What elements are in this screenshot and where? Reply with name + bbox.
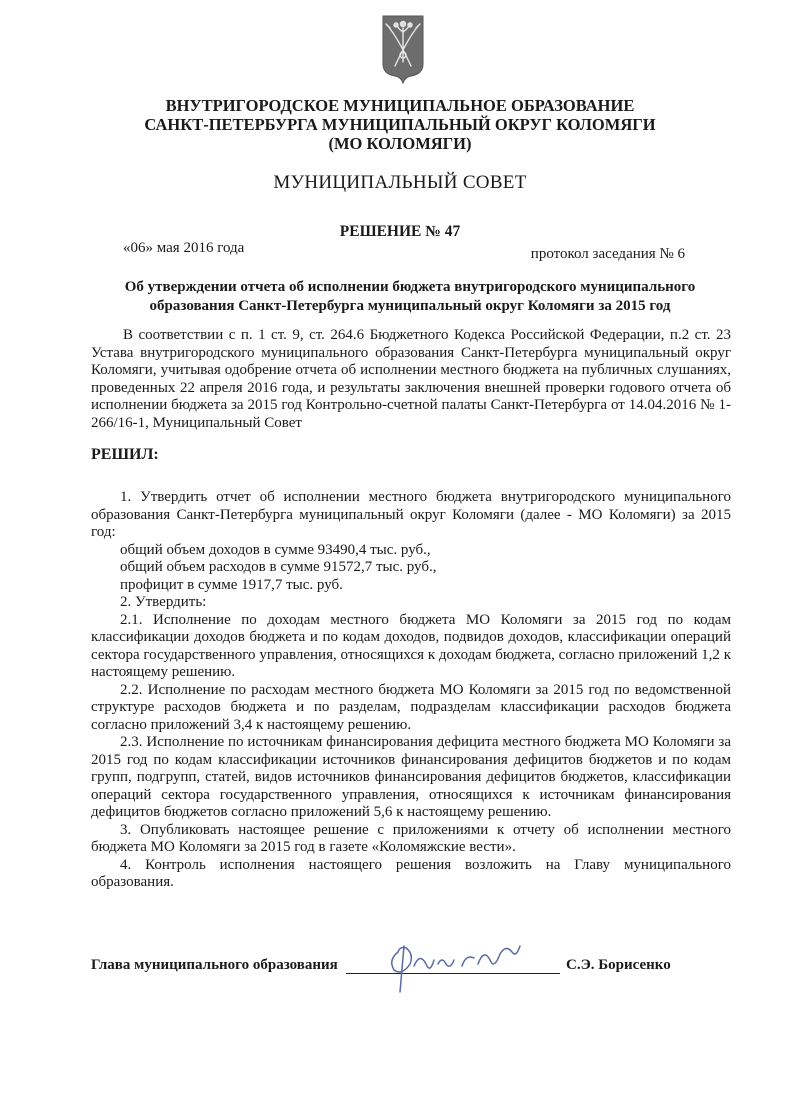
- item-2: 2. Утвердить:: [120, 594, 207, 610]
- decision-title: РЕШЕНИЕ № 47: [339, 223, 461, 240]
- subject-line-1: Об утверждении отчета об исполнении бюджета внутригородского муниципального: [124, 279, 696, 295]
- decision-items: [91, 489, 731, 892]
- resolved-heading: РЕШИЛ:: [91, 446, 159, 463]
- signatory-name: С.Э. Борисенко: [566, 957, 671, 973]
- decision-subject: [90, 278, 730, 316]
- subject-line-2: образования Санкт-Петербурга муниципальный округ Коломяги за 2015 год: [149, 298, 671, 314]
- item-2-1: 2.1. Исполнение по доходам местного бюджета МО Коломяги за 2015 год по кодам классификации доходов бюджета и по кодам доходов, подвидов доходов, классификации операций сектора государственного управления, относящихся к доходам бюджета, согласно приложений 1,2 к настоящему решению.: [91, 611, 731, 680]
- surplus-total: профицит в сумме 1917,7 тыс. руб.: [120, 576, 343, 593]
- org-name-line-1: ВНУТРИГОРОДСКОЕ МУНИЦИПАЛЬНОЕ ОБРАЗОВАНИЕ: [165, 96, 635, 115]
- preamble-paragraph: В соответствии с п. 1 ст. 9, ст. 264.6 Бюджетного Кодекса Российской Федерации, п.2 ст. 23 Устава внутригородского муниципального образования Санкт-Петербурга муниципальный округ Коломяги, учитывая одобрение отчета об исполнении местного бюджета на публичных слушаниях, проведенных 22 апреля 2016 года, и результаты заключения внешней проверки годового отчета об исполнении бюджета за 2015 год Контрольно-счетной палаты Санкт-Петербурга от 14.04.2016 № 1-266/16-1, Муниципальный Совет: [91, 327, 731, 431]
- protocol-number: протокол заседания № 6: [530, 246, 685, 262]
- org-name-line-2: САНКТ-ПЕТЕРБУРГА МУНИЦИПАЛЬНЫЙ ОКРУГ КОЛОМЯГИ: [144, 115, 656, 134]
- decision-date: «06» мая 2016 года: [123, 240, 245, 256]
- item-4: 4. Контроль исполнения настоящего решения возложить на Главу муниципального образования.: [91, 856, 731, 890]
- income-total: общий объем доходов в сумме 93490,4 тыс. руб.,: [120, 541, 431, 558]
- org-name-line-3: (МО КОЛОМЯГИ): [328, 134, 472, 153]
- signatory-role: Глава муниципального образования: [91, 957, 338, 973]
- expense-total: общий объем расходов в сумме 91572,7 тыс. руб.,: [120, 559, 437, 575]
- preamble-block: [91, 327, 731, 432]
- item-2-2: 2.2. Исполнение по расходам местного бюджета МО Коломяги за 2015 год по ведомственной структуре расходов бюджета и по разделам, подразделам классификации расходов бюджета согласно приложений 3,4 к настоящему решению.: [91, 681, 731, 733]
- council-title: МУНИЦИПАЛЬНЫЙ СОВЕТ: [273, 172, 527, 193]
- item-2-3: 2.3. Исполнение по источникам финансирования дефицита местного бюджета МО Коломяги за 2015 год по кодам классификации источников финансирования дефицитов бюджетов и по кодам групп, подгрупп, статей, видов источников финансирования дефицитов бюджетов, классификации операций сектора государственного управления, относящихся к источникам финансирования дефицитов бюджетов согласно приложений 5,6 к настоящему решению.: [91, 734, 731, 820]
- item-3: 3. Опубликовать настоящее решение с приложениями к отчету об исполнении местного бюджета МО Коломяги за 2015 год в газете «Коломяжские вести».: [91, 821, 731, 855]
- handwritten-signature-icon: [380, 930, 540, 1000]
- coat-of-arms-icon: [381, 14, 425, 84]
- item-1: 1. Утвердить отчет об исполнении местного бюджета внутригородского муниципального образования Санкт-Петербурга муниципальный округ Коломяги (далее - МО Коломяги) за 2015 год:: [91, 489, 731, 540]
